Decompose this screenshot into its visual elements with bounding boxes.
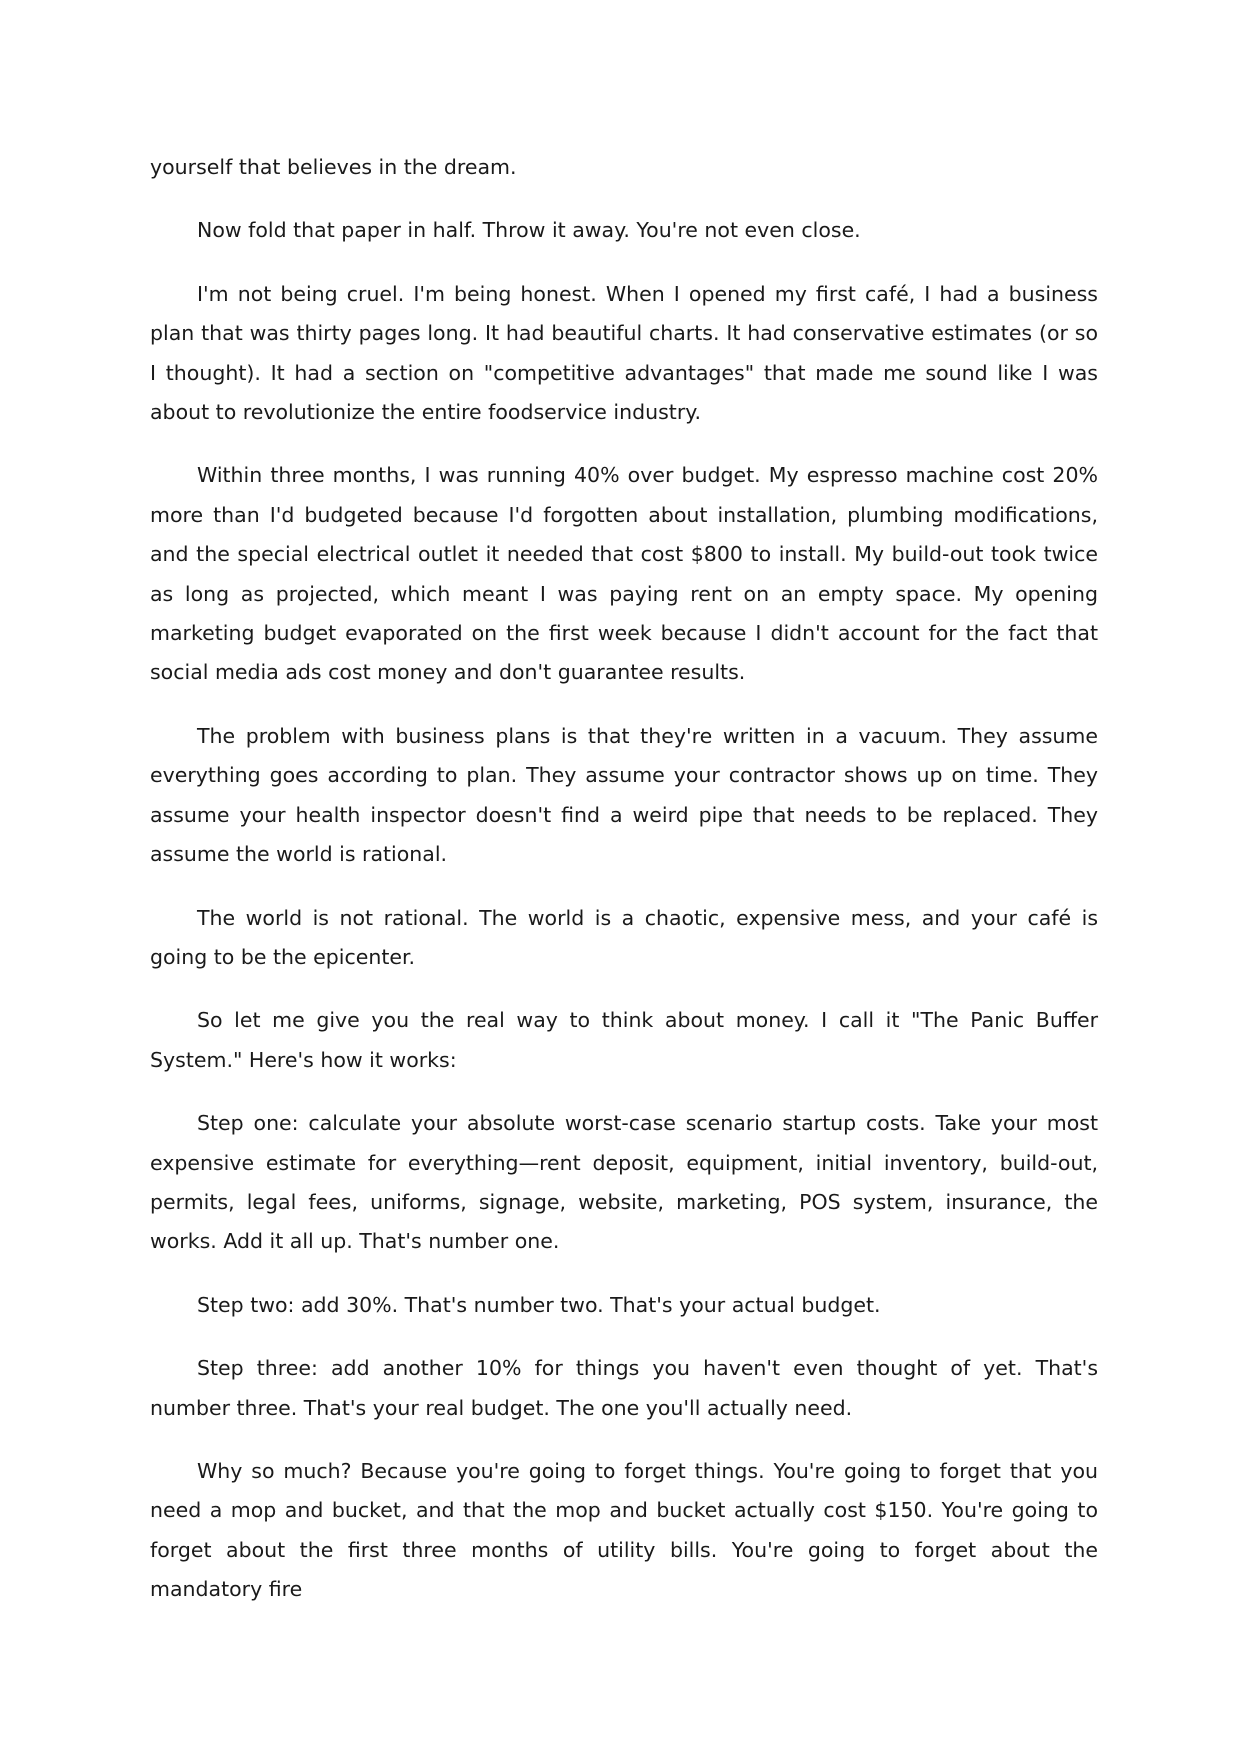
paragraph-business-plan: I'm not being cruel. I'm being honest. When I opened my first café, I had a business plan that was thirty pages long. It had beautiful charts. It had conservative estimates (or so I thought). It had a section on "competitive advantages" that made me sound like I was about to revolutionize the entire foodservice industry. — [150, 281, 1098, 425]
body-text — [150, 148, 1098, 1634]
paragraph-step-two: Step two: add 30%. That's number two. That's your actual budget. — [197, 1292, 881, 1317]
paragraph-vacuum: The problem with business plans is that they're written in a vacuum. They assume everything goes according to plan. They assume your contractor shows up on time. They assume your health inspector doesn't find a weird pipe that needs to be replaced. They assume the world is rational. — [150, 723, 1098, 867]
paragraph-not-rational: The world is not rational. The world is a chaotic, expensive mess, and your café is going to be the epicenter. — [150, 905, 1098, 969]
paragraph-panic-buffer: So let me give you the real way to think about money. I call it "The Panic Buffer System." Here's how it works: — [150, 1008, 1098, 1072]
paragraph-why-so-much: Why so much? Because you're going to forget things. You're going to forget that you need a mop and bucket, and that the mop and bucket actually cost $150. You're going to forget about the first three months of utility bills. You're going to forget about the mandatory fire — [150, 1458, 1098, 1602]
paragraph-over-budget: Within three months, I was running 40% over budget. My espresso machine cost 20% more than I'd budgeted because I'd forgotten about installation, plumbing modifications, and the special electrical outlet it needed that cost $800 to install. My build-out took twice as long as projected, which meant I was paying rent on an empty space. My opening marketing budget evaporated on the first week because I didn't account for the fact that social media ads cost money and don't guarantee results. — [150, 463, 1098, 685]
paragraph-continuation: yourself that believes in the dream. — [150, 155, 517, 179]
paragraph-fold-paper: Now fold that paper in half. Throw it away. You're not even close. — [197, 218, 861, 243]
paragraph-step-three: Step three: add another 10% for things you haven't even thought of yet. That's number three. That's your real budget. The one you'll actually need. — [150, 1356, 1098, 1420]
paragraph-step-one: Step one: calculate your absolute worst-case scenario startup costs. Take your most expensive estimate for everything—rent deposit, equipment, initial inventory, build-out, permits, legal fees, uniforms, signage, website, marketing, POS system, insurance, the works. Add it all up. That's number one. — [150, 1111, 1098, 1254]
